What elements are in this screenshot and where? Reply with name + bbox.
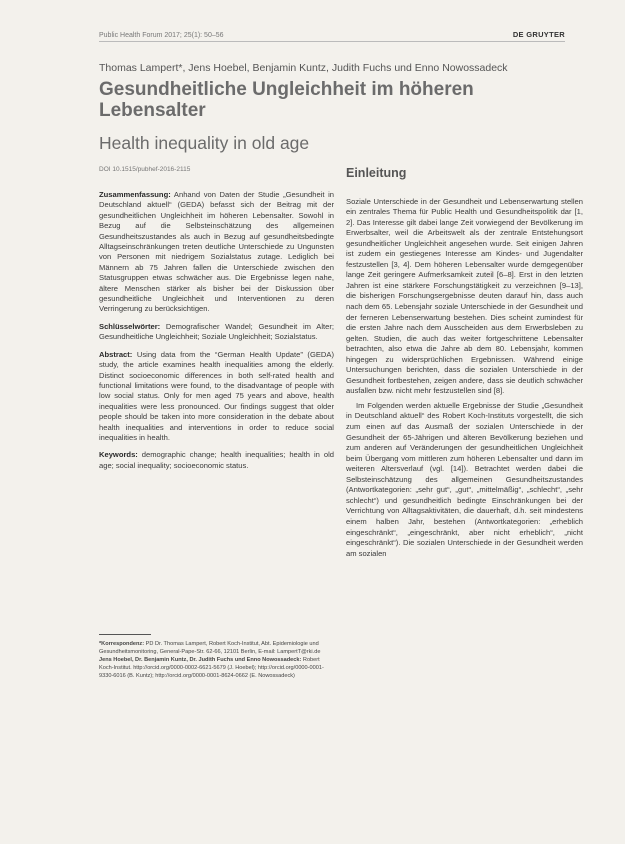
author-list: Thomas Lampert*, Jens Hoebel, Benjamin Kuntz, Judith Fuchs und Enno Nowossadeck [99, 62, 508, 74]
header-rule [99, 41, 565, 42]
publisher-name: DE GRUYTER [512, 30, 565, 39]
intro-paragraph-2: Im Folgenden werden aktuelle Ergebnisse der Studie „Gesundheit in Deutschland aktuell“ des Robert Koch-Instituts vorgestellt, die sich zum einen auf das Ausmaß der sozialen Unterschiede in der Gesundheit der 65-Jährigen und älteren Bevölkerung beziehen und zum anderen auf Veränderungen der gesundheitlichen Ungleichheit beim Übergang vom mittleren zum höheren Lebensalter und dann im weiteren Altersverlauf (vgl. [14]). Betrachtet werden dabei die Selbsteinschätzung des allgemeinen Gesundheitszustandes (Antwortkategorien: „sehr gut“, „gut“, „mittelmäßig“, „schlecht“, „sehr schlecht“) und gesundheitlich bedingte Einschränkungen bei der Verrichtung von Alltagsaktivitäten, die dauerhaft, d.h. seit mindestens einem halben Jahr, bestehen (Antwortkategorien: „erheblich eingeschränkt“, „eingeschränkt, aber nicht erheblich“, „nicht eingeschränkt“). Die sozialen Unterschiede in der Gesundheit werden am sozialen [346, 400, 583, 558]
keywords-english-label: Keywords: [99, 450, 138, 460]
keywords-german [99, 322, 334, 343]
coauthors-text: Robert Koch-Institut. http://orcid.org/0000-0002-6621-5679 (J. Hoebel); http://orcid.org/0000-0001-9330-6016 (B. Kuntz); http://orcid.org/0000-0001-8624-0662 (E. Nowossadeck) [99, 657, 324, 680]
footnotes [99, 640, 334, 680]
running-head [99, 30, 565, 39]
coauthors-note [99, 656, 334, 680]
abstract-german-label: Zusammenfassung: [99, 190, 171, 199]
abstract-english [99, 350, 334, 444]
correspondence-text: PD Dr. Thomas Lampert, Robert Koch-Institut, Abt. Epidemiologie und Gesundheitsmonitoring, General-Pape-Str. 62-66, 12101 Berlin, E-mail: LampertT@rki.de [99, 641, 321, 656]
keywords-english [99, 450, 334, 471]
article-title-english: Health inequality in old age [99, 133, 310, 153]
section-heading-introduction: Einleitung [346, 166, 407, 180]
abstract-german [99, 190, 334, 315]
abstract-english-label: Abstract: [99, 349, 133, 359]
keywords-german-label: Schlüsselwörter: [99, 321, 161, 331]
left-column [99, 190, 334, 478]
footnote-rule [99, 634, 151, 635]
correspondence-label: *Korrespondenz: [99, 641, 145, 647]
article-title-german: Gesundheitliche Ungleichheit im höheren Lebensalter [99, 79, 474, 121]
intro-paragraph-1: Soziale Unterschiede in der Gesundheit und Lebenserwartung stellen ein zentrales Thema für Public Health und Gesundheitspolitik dar [1, 2]. Das Interesse gilt dabei lange Zeit vorwiegend der Bevölkerung im Erwerbsalter, weil die Arbeitswelt als der zentrale Entstehungsort gesundheitlicher Ungleichheit angesehen wurde. Seit einigen Jahren ist zudem ein gestiegenes Interesse am Kindes- und Jugendalter festzustellen [3, 4]. Dem höheren Lebensalter wurde demgegenüber lange Zeit geringere Aufmerksamkeit zuteil [6–8]. Erst in den letzten Jahren ist eine stärkere Forschungstätigkeit zu verzeichnen [9–13], die bisherigen Forschungsergebnisse deuten darauf hin, dass auch nach dem 65. Lebensjahr soziale Unterschiede in der Gesundheit und der ferneren Lebenserwartung bestehen. Dies scheint zumindest für die ersten Jahre nach dem Ausscheiden aus dem Erwerbsleben zu gelten. Studien, die auch das weiter fortgeschrittene Lebensalter betrachten, also etwa die Jahre ab dem 80. Lebensjahr, kommen hingegen zu widersprüchlichen Ergebnissen. Während einige Untersuchungen berichten, dass die sozialen Unterschiede in der Gesundheit fortbestehen, zeigen andere, dass sie deutlich schwächer ausfallen bzw. nicht mehr festzustellen sind [8]. [346, 196, 583, 396]
correspondence-note [99, 640, 334, 656]
abstract-english-text: Using data from the “German Health Update” (GEDA) study, the article examines health inequalities among the elderly. Distinct socioeconomic differences in both self-rated health and functional limitations were found, to the disadvantage of people with low social status. Only for men aged 75 years and above, health inequalities were less pronounced. Our findings suggest that older people should be taken into more consideration in the debate about health inequalities and interventions in order to reduce social inequalities in health. [99, 349, 334, 442]
keywords-english-text: demographic change; health inequalities; health in old age; social inequality; socioeconomic status. [99, 450, 334, 470]
abstract-german-text: Anhand von Daten der Studie „Gesundheit in Deutschland aktuell“ (GEDA) befasst sich der Beitrag mit der gesundheitlichen Ungleichheit im höheren Lebensalter. Sowohl in Bezug auf die Selbsteinschätzung des allgemeinen Gesundheitszustandes als auch in Bezug auf gesundheitsbedingte Alltagseinschränkungen treten deutliche Unterschiede zu Ungunsten von Personen mit niedrigem Sozialstatus zutage. Lediglich bei Männern ab 75 Jahren fallen die Unterschiede zwischen den Statusgruppen etwas schwächer aus. Die Ergebnisse legen nahe, ältere Menschen stärker als bisher bei der Diskussion über gesundheitliche Ungleichheit und Interventionen zu deren Verringerung zu berücksichtigen. [99, 190, 334, 314]
coauthors-label: Jens Hoebel, Dr. Benjamin Kuntz, Dr. Judith Fuchs und Enno Nowossadeck: [99, 657, 302, 664]
keywords-german-text: Demografischer Wandel; Gesundheit im Alter; Gesundheitliche Ungleichheit; Soziale Ungleichheit; Sozialstatus. [99, 321, 334, 342]
right-column [346, 168, 583, 563]
journal-citation: Public Health Forum 2017; 25(1): 50–56 [99, 32, 224, 39]
doi-line: DOI 10.1515/pubhef-2016-2115 [99, 166, 191, 173]
